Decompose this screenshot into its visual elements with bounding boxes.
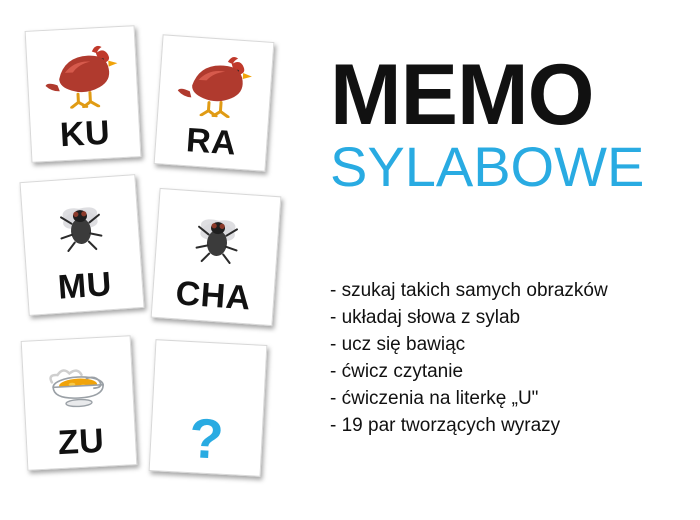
- memo-card-question[interactable]: [149, 339, 268, 477]
- card-syllable: KU: [59, 113, 112, 155]
- feature-list: [330, 278, 680, 440]
- soup-icon: [22, 336, 134, 428]
- list-item: - ćwiczenia na literkę „U": [330, 387, 539, 409]
- list-item: - ucz się bawiąc: [330, 333, 466, 355]
- card-syllable: CHA: [174, 274, 253, 318]
- memo-card-ku[interactable]: [25, 25, 142, 163]
- fly-icon: [21, 175, 141, 273]
- question-mark: ?: [187, 406, 226, 471]
- card-syllable: RA: [184, 121, 238, 163]
- fly-icon: [155, 189, 281, 283]
- page-subtitle: SYLABOWE: [330, 135, 645, 199]
- list-item: - szukaj takich samych obrazków: [330, 280, 608, 301]
- memo-card-zu[interactable]: [21, 335, 138, 471]
- blank-art: [153, 340, 266, 414]
- list-item: - ćwicz czytanie: [330, 360, 464, 382]
- hen-icon: [158, 35, 274, 128]
- list-item: - 19 par tworzących wyrazy: [330, 414, 561, 436]
- hen-icon: [26, 26, 138, 120]
- memo-card-mu[interactable]: [19, 174, 144, 316]
- page-title: MEMO: [330, 47, 594, 143]
- memo-card-ra[interactable]: [154, 34, 275, 171]
- title-block: [330, 47, 690, 199]
- list-item: - układaj słowa z sylab: [330, 306, 521, 328]
- card-syllable: ZU: [56, 421, 106, 463]
- memo-card-cha[interactable]: [151, 188, 282, 326]
- card-syllable: MU: [56, 265, 114, 307]
